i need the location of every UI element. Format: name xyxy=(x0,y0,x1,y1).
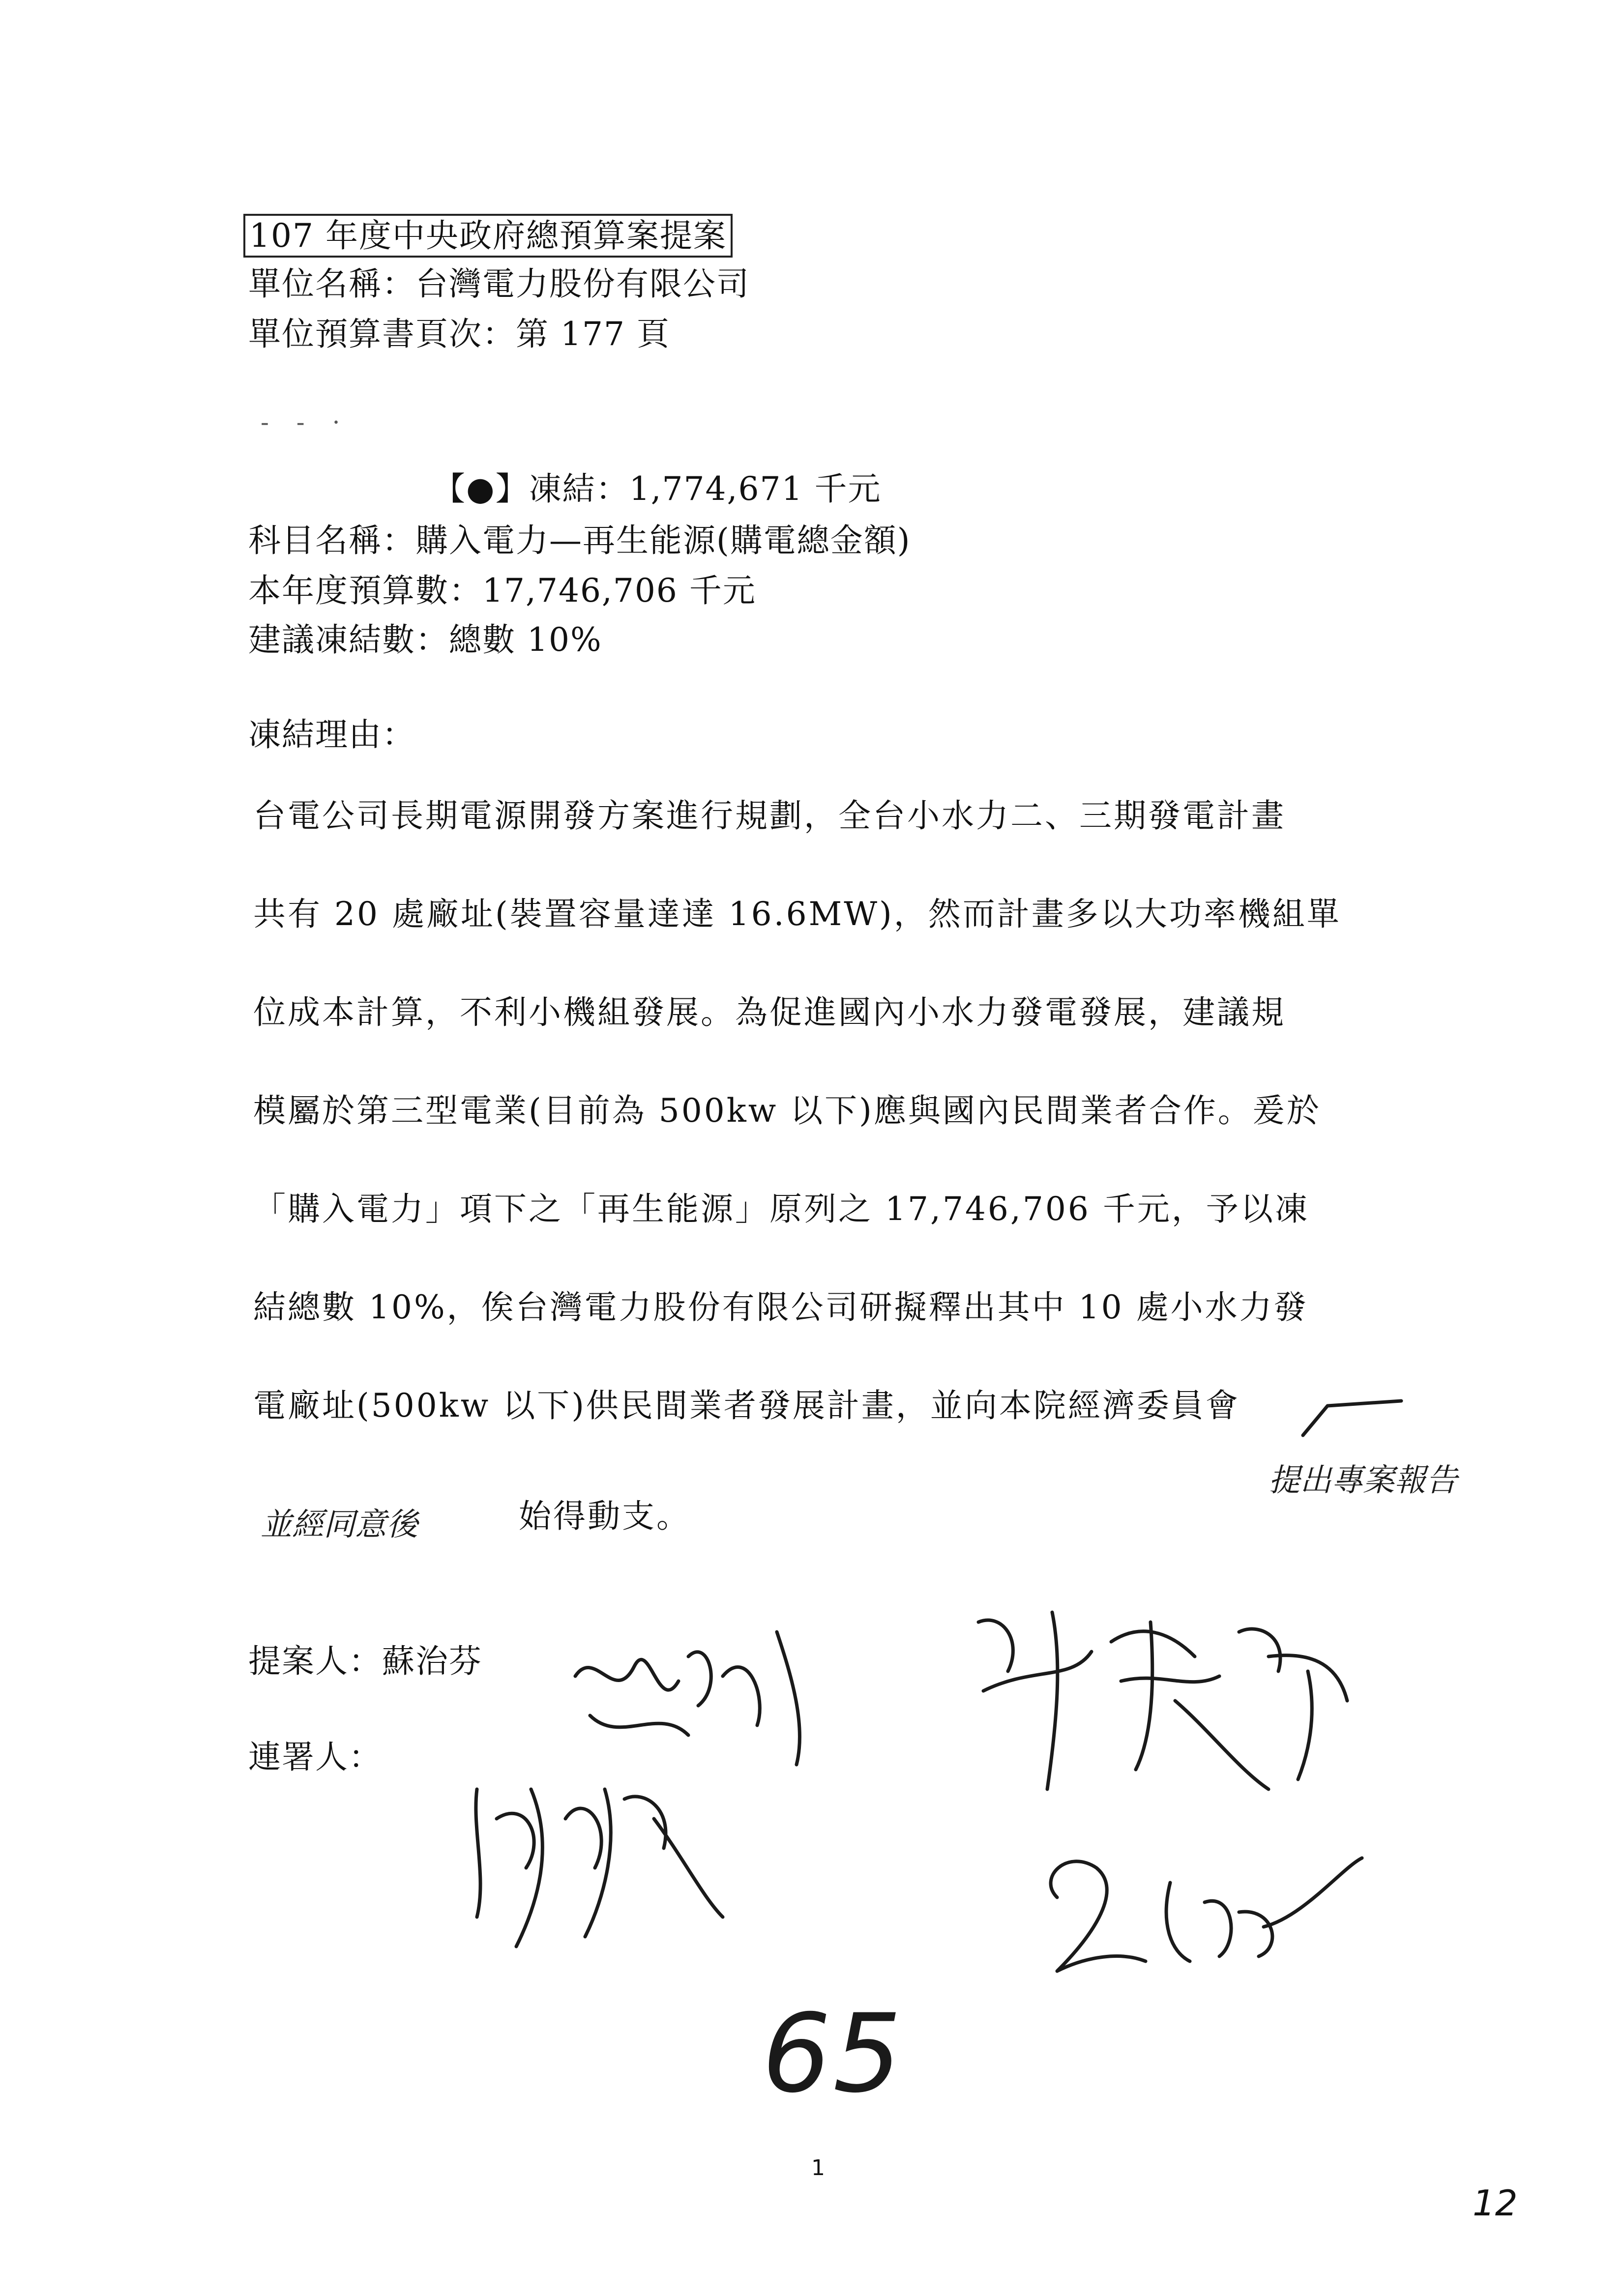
proposal-title xyxy=(243,216,733,256)
item-name: 科目名稱：購入電力—再生能源(購電總金額) xyxy=(248,522,911,559)
reason-line: 「購入電力」項下之「再生能源」原列之 17,746,706 千元，予以凍 xyxy=(253,1190,1309,1228)
insert-caret-mark xyxy=(1298,1386,1406,1445)
reason-label: 凍結理由： xyxy=(248,716,415,754)
budget-amount: 本年度預算數：17,746,706 千元 xyxy=(248,572,756,610)
closing-text: 始得動支。 xyxy=(519,1497,691,1535)
title-box: 107 年度中央政府總預算案提案 xyxy=(243,214,733,258)
corner-note: 12 xyxy=(1473,2182,1518,2224)
suggested-freeze: 建議凍結數：總數 10% xyxy=(248,621,602,659)
page-number: 1 xyxy=(811,2155,825,2180)
handwritten-prefix: 並經同意後 xyxy=(261,1507,418,1543)
reason-line: 位成本計算，不利小機組發展。為促進國內小水力發電發展，建議規 xyxy=(253,993,1286,1031)
stray-dash-marks: - - · xyxy=(261,408,350,436)
reason-line: 結總數 10%，俟台灣電力股份有限公司研擬釋出其中 10 處小水力發 xyxy=(253,1288,1308,1326)
signature-cosigner-2 xyxy=(457,1760,762,1956)
cosigner-label: 連署人： xyxy=(248,1738,382,1776)
handwritten-insert: 提出專案報告 xyxy=(1269,1462,1457,1499)
budget-page-ref: 單位預算書頁次：第 177 頁 xyxy=(248,315,670,353)
proposer-label: 提案人：蘇治芬 xyxy=(248,1642,482,1680)
signature-proposer xyxy=(561,1617,816,1774)
unit-name: 單位名稱：台灣電力股份有限公司 xyxy=(248,265,750,303)
reason-line: 台電公司長期電源開發方案進行規劃，全台小水力二、三期發電計畫 xyxy=(253,797,1286,835)
reason-line: 電廠址(500kw 以下)供民間業者發展計畫，並向本院經濟委員會 xyxy=(253,1387,1240,1424)
reason-line: 共有 20 處廠址(裝置容量達達 16.6MW)，然而計畫多以大功率機組單 xyxy=(253,895,1341,933)
handwritten-number: 65 xyxy=(762,1991,904,2117)
reason-line: 模屬於第三型電業(目前為 500kw 以下)應與國內民間業者合作。爰於 xyxy=(253,1092,1321,1130)
signature-cosigner-1 xyxy=(964,1593,1367,1799)
freeze-amount: 【●】凍結：1,774,671 千元 xyxy=(433,470,882,508)
signature-cosigner-3 xyxy=(1028,1829,1372,1986)
